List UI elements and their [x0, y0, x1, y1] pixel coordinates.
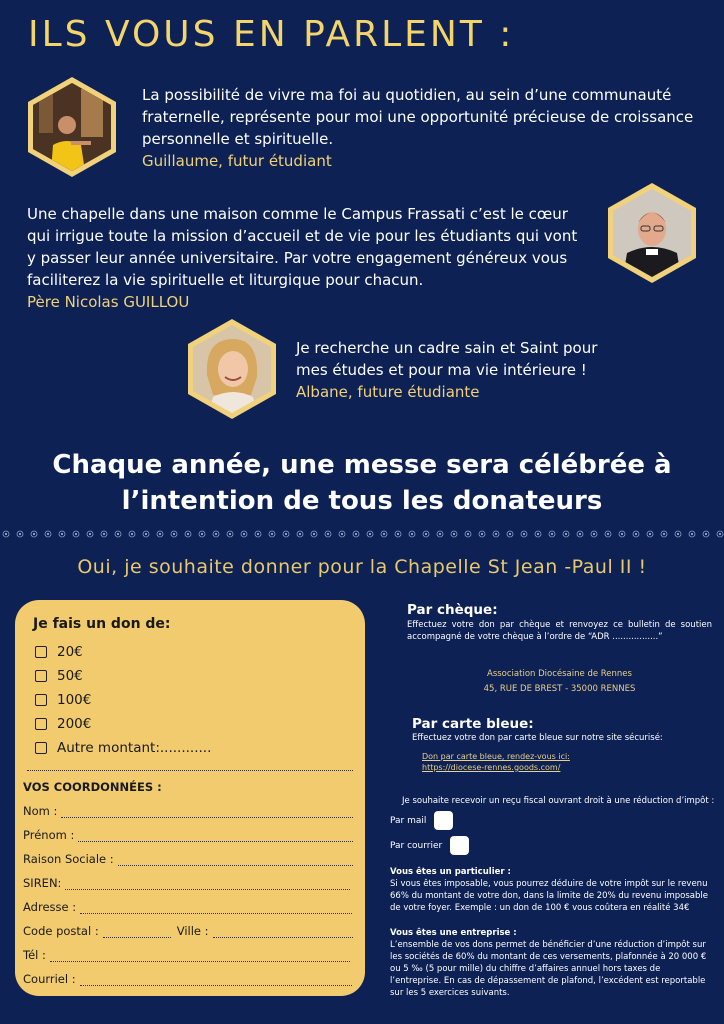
divider-ornament — [451, 531, 457, 537]
field-label: SIREN: — [23, 876, 62, 890]
divider-ornament — [283, 531, 289, 537]
siren-field[interactable] — [23, 876, 350, 890]
divider-ornament — [17, 531, 23, 537]
particulier-section — [390, 866, 712, 914]
divider-ornament — [689, 531, 695, 537]
entreprise-section — [390, 927, 712, 999]
headline-line-2: l’intention de tous les donateurs — [121, 486, 603, 516]
divider-ornament — [143, 531, 149, 537]
amount-option-50[interactable] — [35, 668, 83, 684]
amount-option-other[interactable] — [35, 740, 211, 756]
cheque-section — [407, 602, 712, 643]
field-label: Courriel : — [23, 972, 76, 986]
divider-ornament — [675, 531, 681, 537]
divider-ornament — [227, 531, 233, 537]
divider-ornament — [31, 531, 37, 537]
divider-ornament — [269, 531, 275, 537]
amount-label: 100€ — [57, 692, 92, 708]
testimonial-albane — [296, 337, 626, 403]
field-label: Nom : — [23, 804, 58, 818]
amount-option-20[interactable] — [35, 644, 83, 660]
raison-sociale-field[interactable] — [23, 852, 353, 866]
divider-ornament — [87, 531, 93, 537]
divider-ornament — [297, 531, 303, 537]
par-courrier-label: Par courrier — [390, 840, 443, 851]
testimonial-text: La possibilité de vivre ma foi au quotidien, au sein d’une communauté fraternelle, représente pour moi une opportunité précieuse de croissance personnelle et spirituelle. — [142, 86, 694, 148]
divider-ornament — [591, 531, 597, 537]
donors-mass-headline — [0, 447, 724, 519]
page-title: ILS VOUS EN PARLENT : — [28, 14, 515, 55]
donation-form-card — [15, 600, 365, 996]
divider-ornament — [395, 531, 401, 537]
divider-ornament — [423, 531, 429, 537]
par-mail-label: Par mail — [390, 815, 427, 826]
divider-ornament — [367, 531, 373, 537]
divider-ornament — [311, 531, 317, 537]
divider-ornament — [605, 531, 611, 537]
pere-nicolas-photo — [608, 183, 696, 283]
albane-photo — [188, 319, 276, 419]
divider-ornament — [717, 531, 723, 537]
recu-par-courrier[interactable] — [390, 836, 469, 855]
association-street: 45, RUE DE BREST - 35000 RENNES — [483, 684, 636, 694]
divider-ornament — [577, 531, 583, 537]
form-separator — [27, 770, 353, 771]
carte-links — [422, 751, 712, 773]
divider-ornament — [129, 531, 135, 537]
divider-ornament — [507, 531, 513, 537]
particulier-text: Si vous êtes imposable, vous pourrez déduire de votre impôt sur le revenu 66% du montant de votre don, dans la limite de 20% du revenu imposable de votre foyer. Exemple : un don de 100 € vous coûtera en réalité 34€ — [390, 879, 708, 913]
field-label: Adresse : — [23, 900, 77, 914]
field-label: Tél : — [23, 948, 46, 962]
divider-ornament — [493, 531, 499, 537]
testimonial-author: Guillaume, futur étudiant — [142, 152, 332, 170]
divider-ornament — [73, 531, 79, 537]
adresse-field[interactable] — [23, 900, 352, 914]
amount-label: 20€ — [57, 644, 83, 660]
amount-option-100[interactable] — [35, 692, 91, 708]
courrier-checkbox[interactable] — [450, 836, 469, 855]
testimonial-author: Père Nicolas GUILLOU — [27, 293, 190, 311]
divider-ornament — [199, 531, 205, 537]
testimonial-text: Une chapelle dans une maison comme le Campus Frassati c’est le cœur qui irrigue toute la mission d’accueil et de vie pour les étudiants qui vont y passer leur année universitaire. Par votre engagement généreux vous faciliterez la vie spirituelle et liturgique pour chacun. — [27, 205, 578, 289]
divider-ornament — [465, 531, 471, 537]
divider-ornament — [409, 531, 415, 537]
amount-label: 200€ — [57, 716, 92, 732]
coordonnees-title: VOS COORDONNÉES : — [23, 780, 162, 794]
checkbox-icon[interactable] — [35, 670, 47, 682]
divider-ornament — [213, 531, 219, 537]
tel-field[interactable] — [23, 948, 350, 962]
divider-ornament — [255, 531, 261, 537]
divider-ornament — [535, 531, 541, 537]
divider-ornament — [563, 531, 569, 537]
don-title: Je fais un don de: — [33, 616, 171, 632]
divider-ornament — [549, 531, 555, 537]
divider-ornament — [241, 531, 247, 537]
divider-ornament — [647, 531, 653, 537]
association-address — [407, 668, 712, 695]
amount-option-200[interactable] — [35, 716, 91, 732]
checkbox-icon[interactable] — [35, 742, 47, 754]
testimonial-text: Je recherche un cadre sain et Saint pour mes études et pour ma vie intérieure ! — [296, 339, 598, 379]
divider-ornament — [479, 531, 485, 537]
divider-ornament — [59, 531, 65, 537]
headline-line-1: Chaque année, une messe sera célébrée à — [52, 450, 672, 480]
recu-par-mail[interactable] — [390, 811, 453, 830]
nom-field[interactable] — [23, 804, 353, 818]
testimonial-pere-nicolas — [27, 203, 587, 313]
ville-label: Ville : — [176, 924, 209, 938]
entreprise-text: L’ensemble de vos dons permet de bénéficier d’une réduction d’impôt sur les sociétés de 60% du montant de ces versements, plafonnée à 20 000 € ou 5 ‰ (5 pour mille) du chiffre d’affaires annuel hors taxes de l’entreprise. En cas de dépassement de plafond, l’excédent est reportable sur les 5 exercices suivants. — [390, 940, 707, 998]
divider-ornament — [45, 531, 51, 537]
entreprise-title: Vous êtes une entreprise : — [390, 928, 517, 938]
checkbox-icon[interactable] — [35, 694, 47, 706]
cheque-title: Par chèque: — [407, 602, 498, 618]
divider-ornament — [437, 531, 443, 537]
code-postal-field[interactable] — [23, 924, 353, 938]
testimonial-author: Albane, future étudiante — [296, 383, 480, 401]
amount-label: 50€ — [57, 668, 83, 684]
mail-checkbox[interactable] — [434, 811, 453, 830]
divider-ornament — [633, 531, 639, 537]
divider-ornament — [381, 531, 387, 537]
divider-ornament — [339, 531, 345, 537]
field-label: Raison Sociale : — [23, 852, 114, 866]
carte-section — [412, 716, 712, 744]
divider-ornament — [101, 531, 107, 537]
divider-ornament — [521, 531, 527, 537]
divider-ornament — [661, 531, 667, 537]
checkbox-icon[interactable] — [35, 646, 47, 658]
cheque-text: Effectuez votre don par chèque et renvoyez ce bulletin de soutien accompagné de votre chèque à l’ordre de “ADR .................” — [407, 620, 712, 642]
divider-ornament — [157, 531, 163, 537]
decorative-divider — [0, 527, 724, 541]
divider-ornament — [115, 531, 121, 537]
carte-text: Effectuez votre don par carte bleue sur notre site sécurisé: — [412, 733, 663, 743]
particulier-title: Vous êtes un particulier : — [390, 867, 511, 877]
amount-label: Autre montant:............ — [57, 740, 212, 756]
divider-ornament — [325, 531, 331, 537]
divider-ornament — [3, 531, 9, 537]
divider-ornament — [353, 531, 359, 537]
divider-ornament — [703, 531, 709, 537]
guillaume-photo — [28, 77, 116, 177]
field-label: Code postal : — [23, 924, 99, 938]
donation-subheading: Oui, je souhaite donner pour la Chapelle St Jean -Paul II ! — [77, 556, 647, 578]
courriel-field[interactable] — [23, 972, 352, 986]
checkbox-icon[interactable] — [35, 718, 47, 730]
carte-title: Par carte bleue: — [412, 716, 534, 732]
divider-ornament — [619, 531, 625, 537]
recu-fiscal-text: Je souhaite recevoir un reçu fiscal ouvrant droit à une réduction d’impôt : — [402, 796, 715, 806]
divider-ornament — [185, 531, 191, 537]
field-label: Prénom : — [23, 828, 75, 842]
testimonial-guillaume — [142, 84, 712, 172]
divider-ornament — [171, 531, 177, 537]
prenom-field[interactable] — [23, 828, 353, 842]
donation-link-label[interactable]: Don par carte bleue, rendez-vous ici: — [422, 752, 570, 761]
association-name: Association Diocésaine de Rennes — [487, 669, 632, 679]
donation-link-url[interactable]: https://diocese-rennes.goods.com/ — [422, 763, 561, 772]
